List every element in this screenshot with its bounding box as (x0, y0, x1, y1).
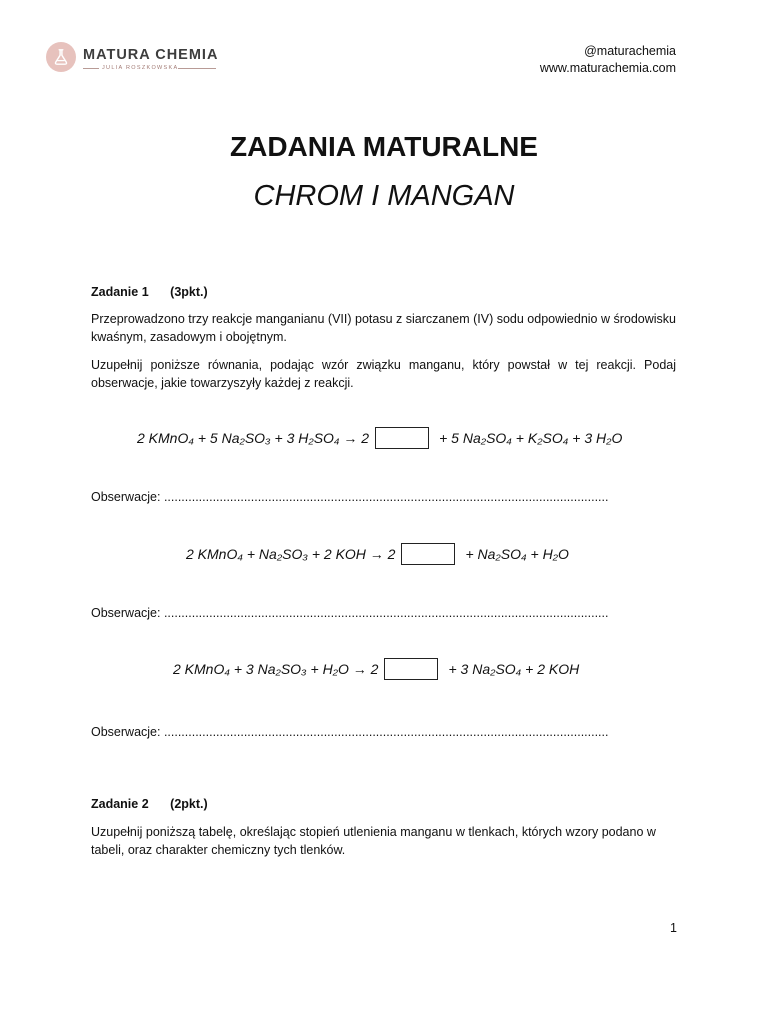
task-1-number: Zadanie 1 (91, 285, 149, 299)
page-title: ZADANIA MATURALNE (230, 131, 538, 162)
task-2-heading (91, 797, 208, 811)
logo-name: MATURA CHEMIA (83, 47, 219, 63)
task-2-instruction: Uzupełnij poniższą tabelę, określając stopień utlenienia manganu w tlenkach, których wzory podano w tabeli, oraz charakter chemiczny tych tlenków. (91, 825, 656, 857)
equation-1 (137, 427, 622, 449)
task-1-heading (91, 285, 208, 299)
contact-website: www.maturachemia.com (539, 61, 676, 75)
logo-divider (83, 68, 99, 69)
equation-1-left: 2 KMnO₄ + 5 Na₂SO₃ + 3 H₂SO₄ → 2 (137, 430, 370, 446)
logo (46, 40, 226, 78)
task-1-instruction: Uzupełnij poniższe równania, podając wzór związku manganu, który powstał w tej reakcji. Podaj obserwacje, jakie towarzyszyły każdej z reakcji. (91, 358, 676, 390)
observation-line-1[interactable]: Obserwacje: ................................................................................................................................ (91, 490, 609, 504)
equation-3-answer-box[interactable] (384, 658, 438, 680)
equation-3-left: 2 KMnO₄ + 3 Na₂SO₃ + H₂O → 2 (173, 661, 379, 677)
logo-subtitle: JULIA ROSZKOWSKA (102, 65, 179, 71)
flask-logo-icon (46, 42, 76, 72)
page-number: 1 (670, 921, 677, 935)
equation-3 (173, 658, 579, 680)
equation-2 (186, 543, 569, 565)
page-subtitle: CHROM I MANGAN (253, 180, 515, 212)
equation-3-right: + 3 Na₂SO₄ + 2 KOH (448, 661, 580, 677)
equation-2-left: 2 KMnO₄ + Na₂SO₃ + 2 KOH → 2 (186, 546, 396, 562)
equation-1-answer-box[interactable] (375, 427, 429, 449)
equation-2-answer-box[interactable] (401, 543, 455, 565)
task-1-intro: Przeprowadzono trzy reakcje manganianu (VII) potasu z siarczanem (IV) sodu odpowiednio w środowisku kwaśnym, zasadowym i obojętnym. (91, 312, 677, 344)
task-1-points: (3pkt.) (170, 285, 208, 299)
equation-1-right: + 5 Na₂SO₄ + K₂SO₄ + 3 H₂O (439, 430, 623, 446)
task-2-points: (2pkt.) (170, 797, 208, 811)
contact-info (540, 43, 676, 77)
logo-divider (178, 68, 216, 69)
contact-handle: @maturachemia (584, 44, 676, 58)
observation-line-3[interactable]: Obserwacje: ................................................................................................................................ (91, 725, 609, 739)
equation-2-right: + Na₂SO₄ + H₂O (465, 546, 569, 562)
observation-line-2[interactable]: Obserwacje: ................................................................................................................................ (91, 606, 609, 620)
task-2-number: Zadanie 2 (91, 797, 149, 811)
